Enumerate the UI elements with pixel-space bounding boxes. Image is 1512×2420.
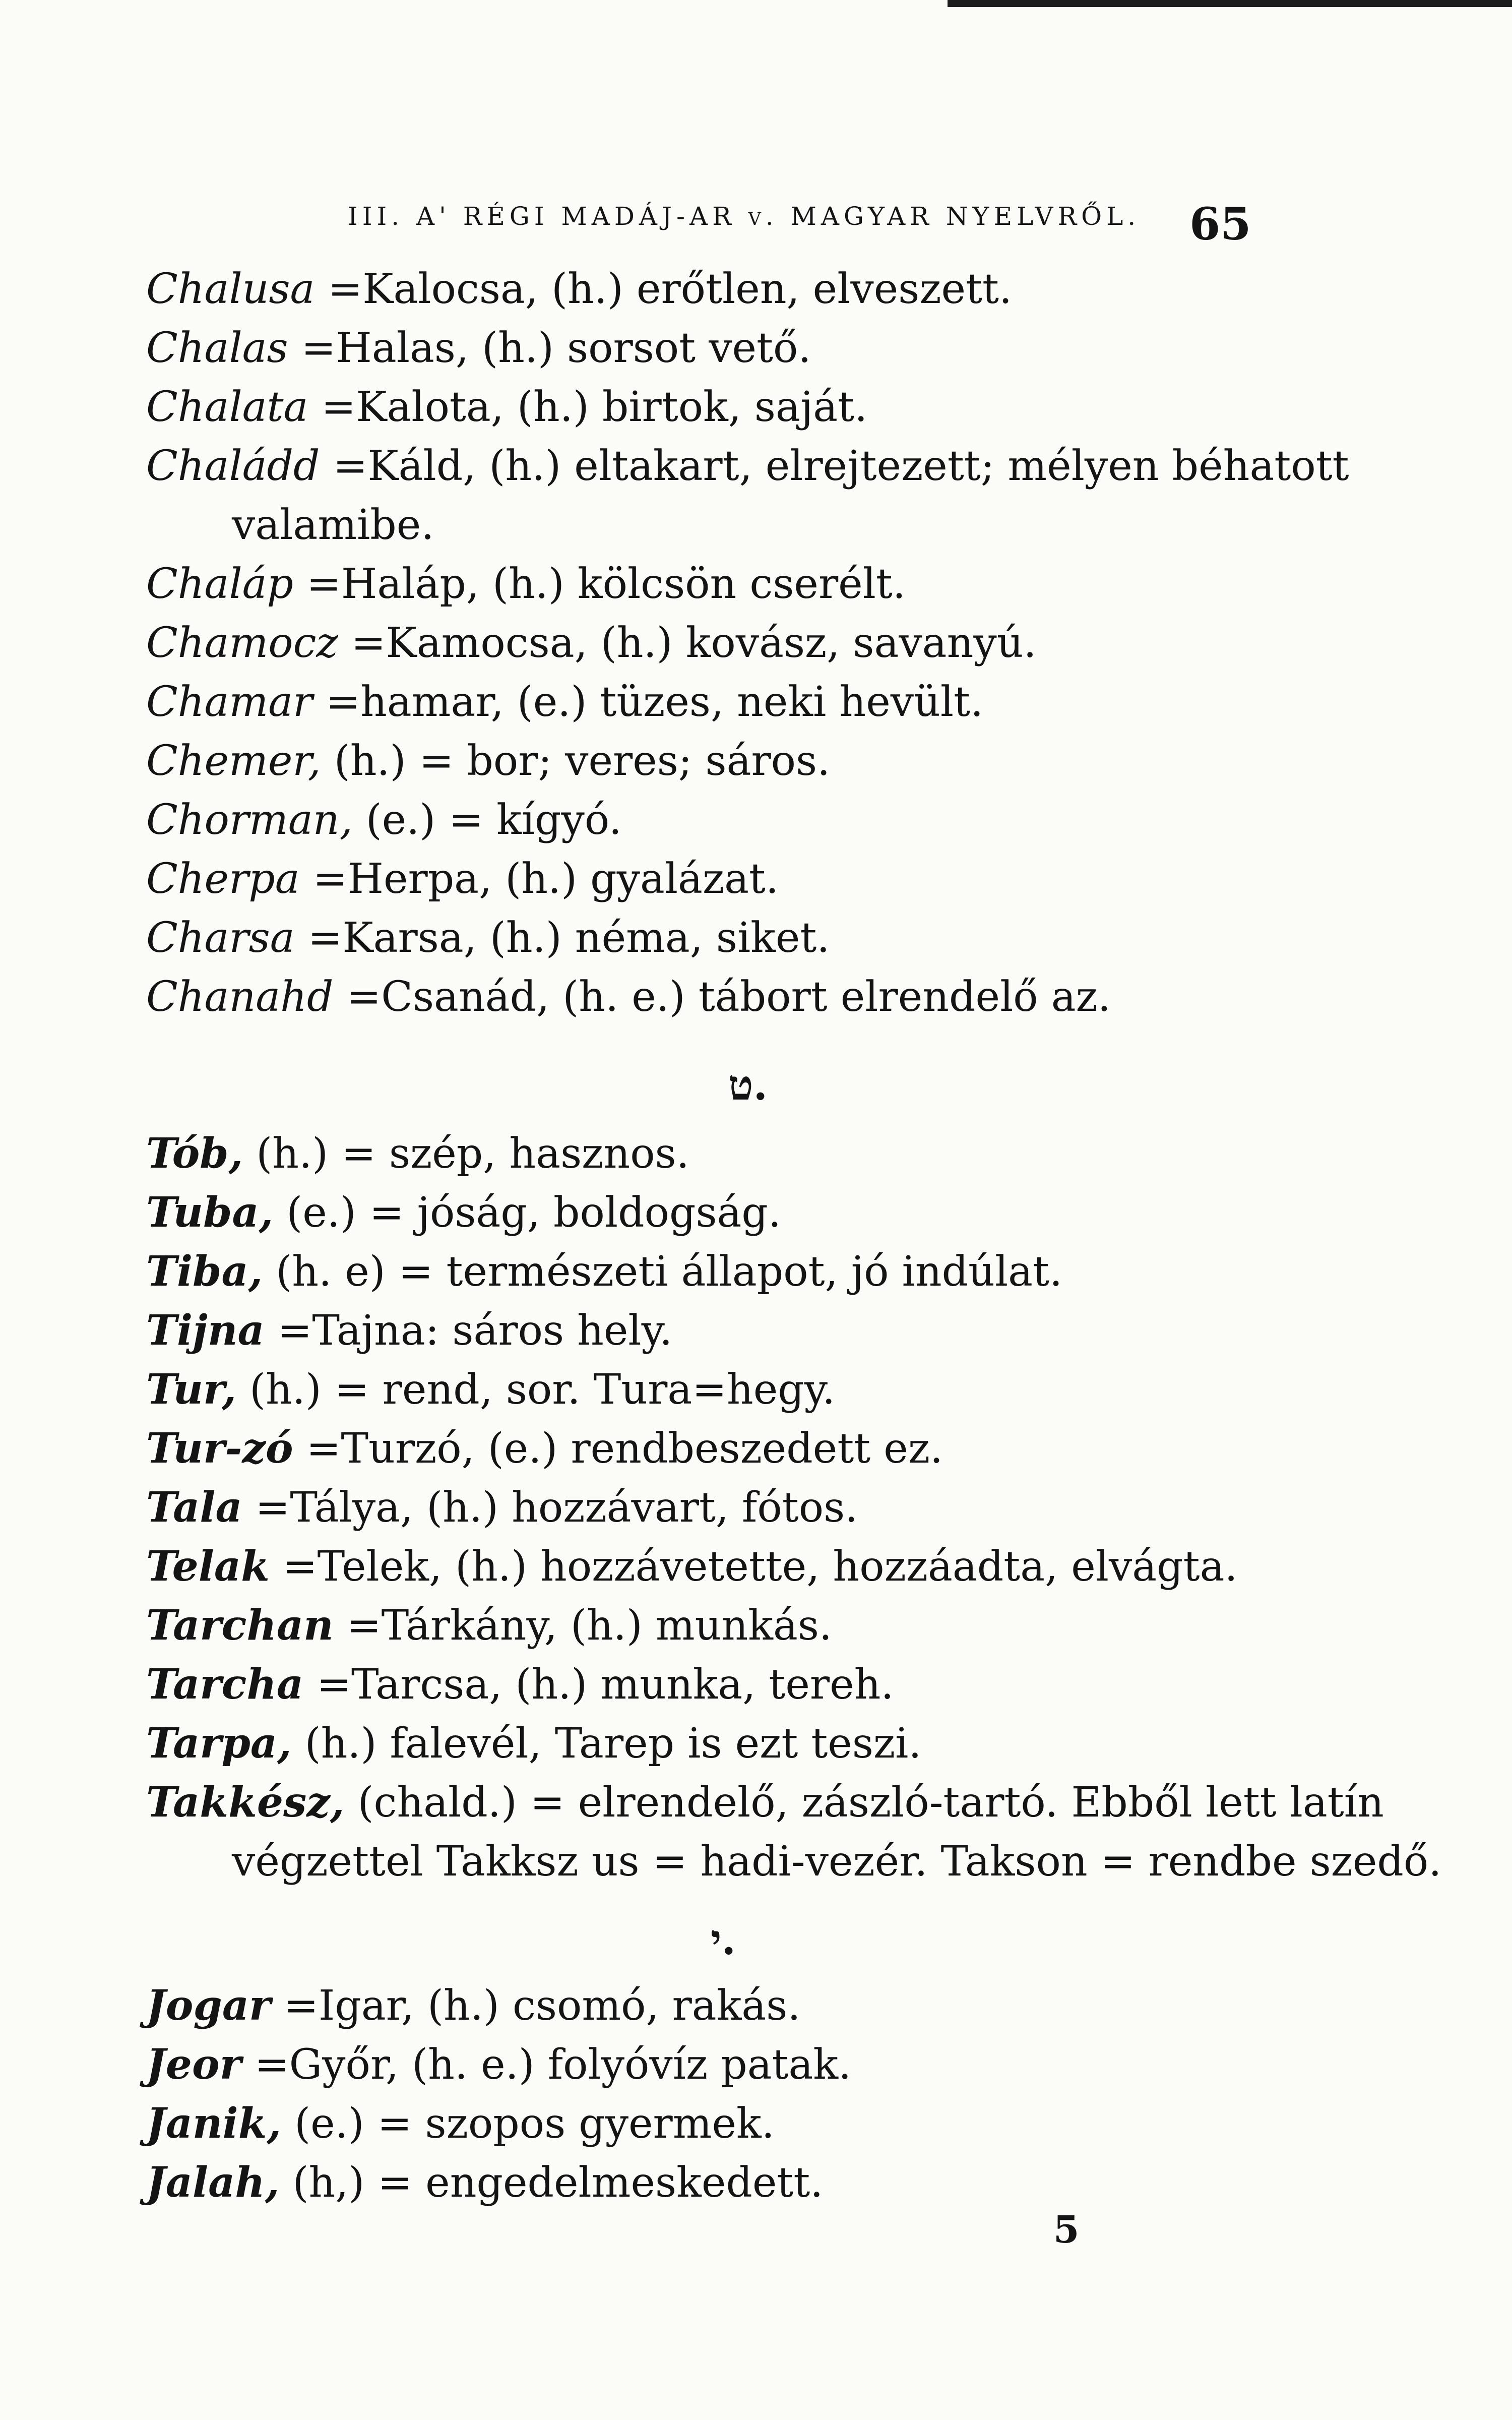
entry-definition: =Káld, (h.) eltakart, elrejtezett; mélyen béhatott: [333, 442, 1349, 490]
entry-definition: (h. e) = természeti állapot, jó indúlat.: [276, 1248, 1063, 1296]
entry-definition: =Telek, (h.) hozzávetette, hozzáadta, elvágta.: [282, 1543, 1238, 1591]
entry-definition: =hamar, (e.) tüzes, neki hevült.: [326, 678, 984, 726]
dictionary-entry: [146, 1832, 1442, 1891]
entry-headword: Tur,: [146, 1365, 236, 1414]
dictionary-entry: [146, 1596, 1320, 1655]
dictionary-entry: [146, 1419, 1320, 1478]
dictionary-entry: [146, 1714, 1320, 1773]
entry-definition: (h.) = szép, hasznos.: [256, 1130, 689, 1178]
entry-headword: Tur-zó: [146, 1424, 293, 1473]
dictionary-entry: [146, 791, 1320, 850]
entry-definition: =Herpa, (h.) gyalázat.: [312, 855, 779, 903]
entry-headword: Cherpa: [146, 855, 300, 903]
dictionary-entry: [146, 260, 1320, 319]
entry-definition: =Tarcsa, (h.) munka, tereh.: [317, 1661, 894, 1709]
entry-definition: =Kalota, (h.) birtok, saját.: [321, 383, 868, 431]
dictionary-entry: [146, 1242, 1320, 1301]
signature-mark: 5: [1053, 2208, 1080, 2252]
entry-headword: Tuba,: [146, 1188, 274, 1237]
entry-headword: Chalusa: [146, 265, 315, 313]
entry-headword: Chaláp: [146, 560, 294, 608]
dictionary-entry: [146, 2153, 1320, 2212]
entry-definition: (h.) = bor; veres; sáros.: [334, 737, 831, 785]
entry-definition: (e.) = szopos gyermek.: [294, 2100, 775, 2148]
dictionary-entry: [146, 1124, 1320, 1183]
entry-headword: Jeor: [146, 2040, 241, 2089]
entry-definition: (chald.) = elrendelő, zászló-tartó. Ebből lett latín: [357, 1779, 1384, 1827]
entry-definition: =Haláp, (h.) kölcsön cserélt.: [306, 560, 906, 608]
entry-definition: =Karsa, (h.) néma, siket.: [307, 914, 830, 962]
entry-definition: =Kalocsa, (h.) erőtlen, elveszett.: [328, 265, 1013, 313]
entry-definition: (h,) = engedelmeskedett.: [292, 2159, 824, 2207]
entry-definition: (e.) = jóság, boldogság.: [286, 1189, 781, 1237]
entry-headword: Charsa: [146, 914, 295, 962]
entry-definition: =Turzó, (e.) rendbeszedett ez.: [306, 1425, 943, 1473]
dictionary-entry: [146, 1360, 1320, 1419]
entry-headword: Tób,: [146, 1129, 243, 1178]
dictionary-entry: [146, 909, 1320, 967]
page-number: 65: [1189, 198, 1251, 250]
entry-headword: Chemer,: [146, 737, 321, 785]
entry-headword: Tarcha: [146, 1660, 304, 1709]
entry-headword: Jogar: [146, 1981, 271, 2030]
running-head: III. A' RÉGI MADÁJ-AR v. MAGYAR NYELVRŐL.: [348, 202, 1141, 231]
entry-headword: Chalata: [146, 383, 308, 431]
dictionary-entry: [146, 1301, 1320, 1360]
entry-headword: Chalas: [146, 324, 288, 372]
entry-headword: Chamar: [146, 678, 313, 726]
entry-definition: (h.) = rend, sor. Tura=hegy.: [249, 1366, 836, 1414]
dictionary-entry: [146, 1976, 1320, 2035]
entry-definition: (e.) = kígyó.: [365, 796, 622, 844]
entries-j: [146, 1976, 1320, 2212]
entry-definition: =Csanád, (h. e.) tábort elrendelő az.: [346, 973, 1111, 1021]
entry-definition: =Igar, (h.) csomó, rakás.: [284, 1982, 801, 2030]
dictionary-entry: [146, 1655, 1320, 1714]
dictionary-entry: [146, 2094, 1320, 2153]
entry-definition: =Tárkány, (h.) munkás.: [346, 1602, 832, 1650]
entries-ch: [146, 260, 1349, 1026]
entry-definition: =Kamocsa, (h.) kovász, savanyú.: [351, 619, 1037, 667]
entry-headword: Chamocz: [146, 619, 338, 667]
dictionary-entry: [146, 850, 1320, 909]
top-edge-rule: [948, 0, 1512, 7]
dictionary-entry: [146, 614, 1320, 673]
entry-definition: =Tajna: sáros hely.: [277, 1307, 673, 1355]
entry-headword: Tarchan: [146, 1601, 334, 1650]
entry-headword: Tijna: [146, 1306, 265, 1355]
entries-t: [146, 1124, 1442, 1891]
section-letter-yod: י.: [711, 1916, 736, 1964]
entry-headword: Jalah,: [146, 2158, 280, 2207]
entry-headword: Tala: [146, 1483, 242, 1532]
dictionary-entry: [146, 555, 1320, 614]
dictionary-entry: [146, 496, 1320, 555]
dictionary-entry: [146, 1537, 1320, 1596]
entry-definition: valamibe.: [232, 501, 434, 549]
entry-definition: végzettel Takksz us = hadi-vezér. Takson = rendbe szedő.: [232, 1838, 1442, 1886]
entry-definition: (h.) falevél, Tarep is ezt teszi.: [304, 1720, 922, 1768]
dictionary-entry: [146, 1183, 1320, 1242]
entry-headword: Chorman,: [146, 796, 353, 844]
dictionary-entry: [146, 1478, 1320, 1537]
entry-headword: Chaládd: [146, 442, 320, 490]
dictionary-entry: [146, 1773, 1384, 1832]
entry-definition: =Halas, (h.) sorsot vető.: [301, 324, 811, 372]
section-letter-tet: ט.: [728, 1061, 768, 1110]
dictionary-entry: [146, 2035, 1320, 2094]
entry-headword: Telak: [146, 1542, 270, 1591]
dictionary-entry: [146, 967, 1320, 1026]
dictionary-entry: [146, 378, 1320, 437]
entry-headword: Takkész,: [146, 1778, 345, 1827]
entry-headword: Janik,: [146, 2099, 282, 2148]
entry-definition: =Győr, (h. e.) folyóvíz patak.: [254, 2041, 852, 2089]
dictionary-entry: [146, 319, 1320, 378]
dictionary-entry: [146, 437, 1349, 496]
entry-headword: Tiba,: [146, 1247, 263, 1296]
dictionary-entry: [146, 673, 1320, 732]
entry-definition: =Tályа, (h.) hozzávart, fótos.: [255, 1484, 858, 1532]
entry-headword: Tarpa,: [146, 1719, 292, 1768]
dictionary-entry: [146, 732, 1320, 791]
entry-headword: Chanahd: [146, 973, 334, 1021]
